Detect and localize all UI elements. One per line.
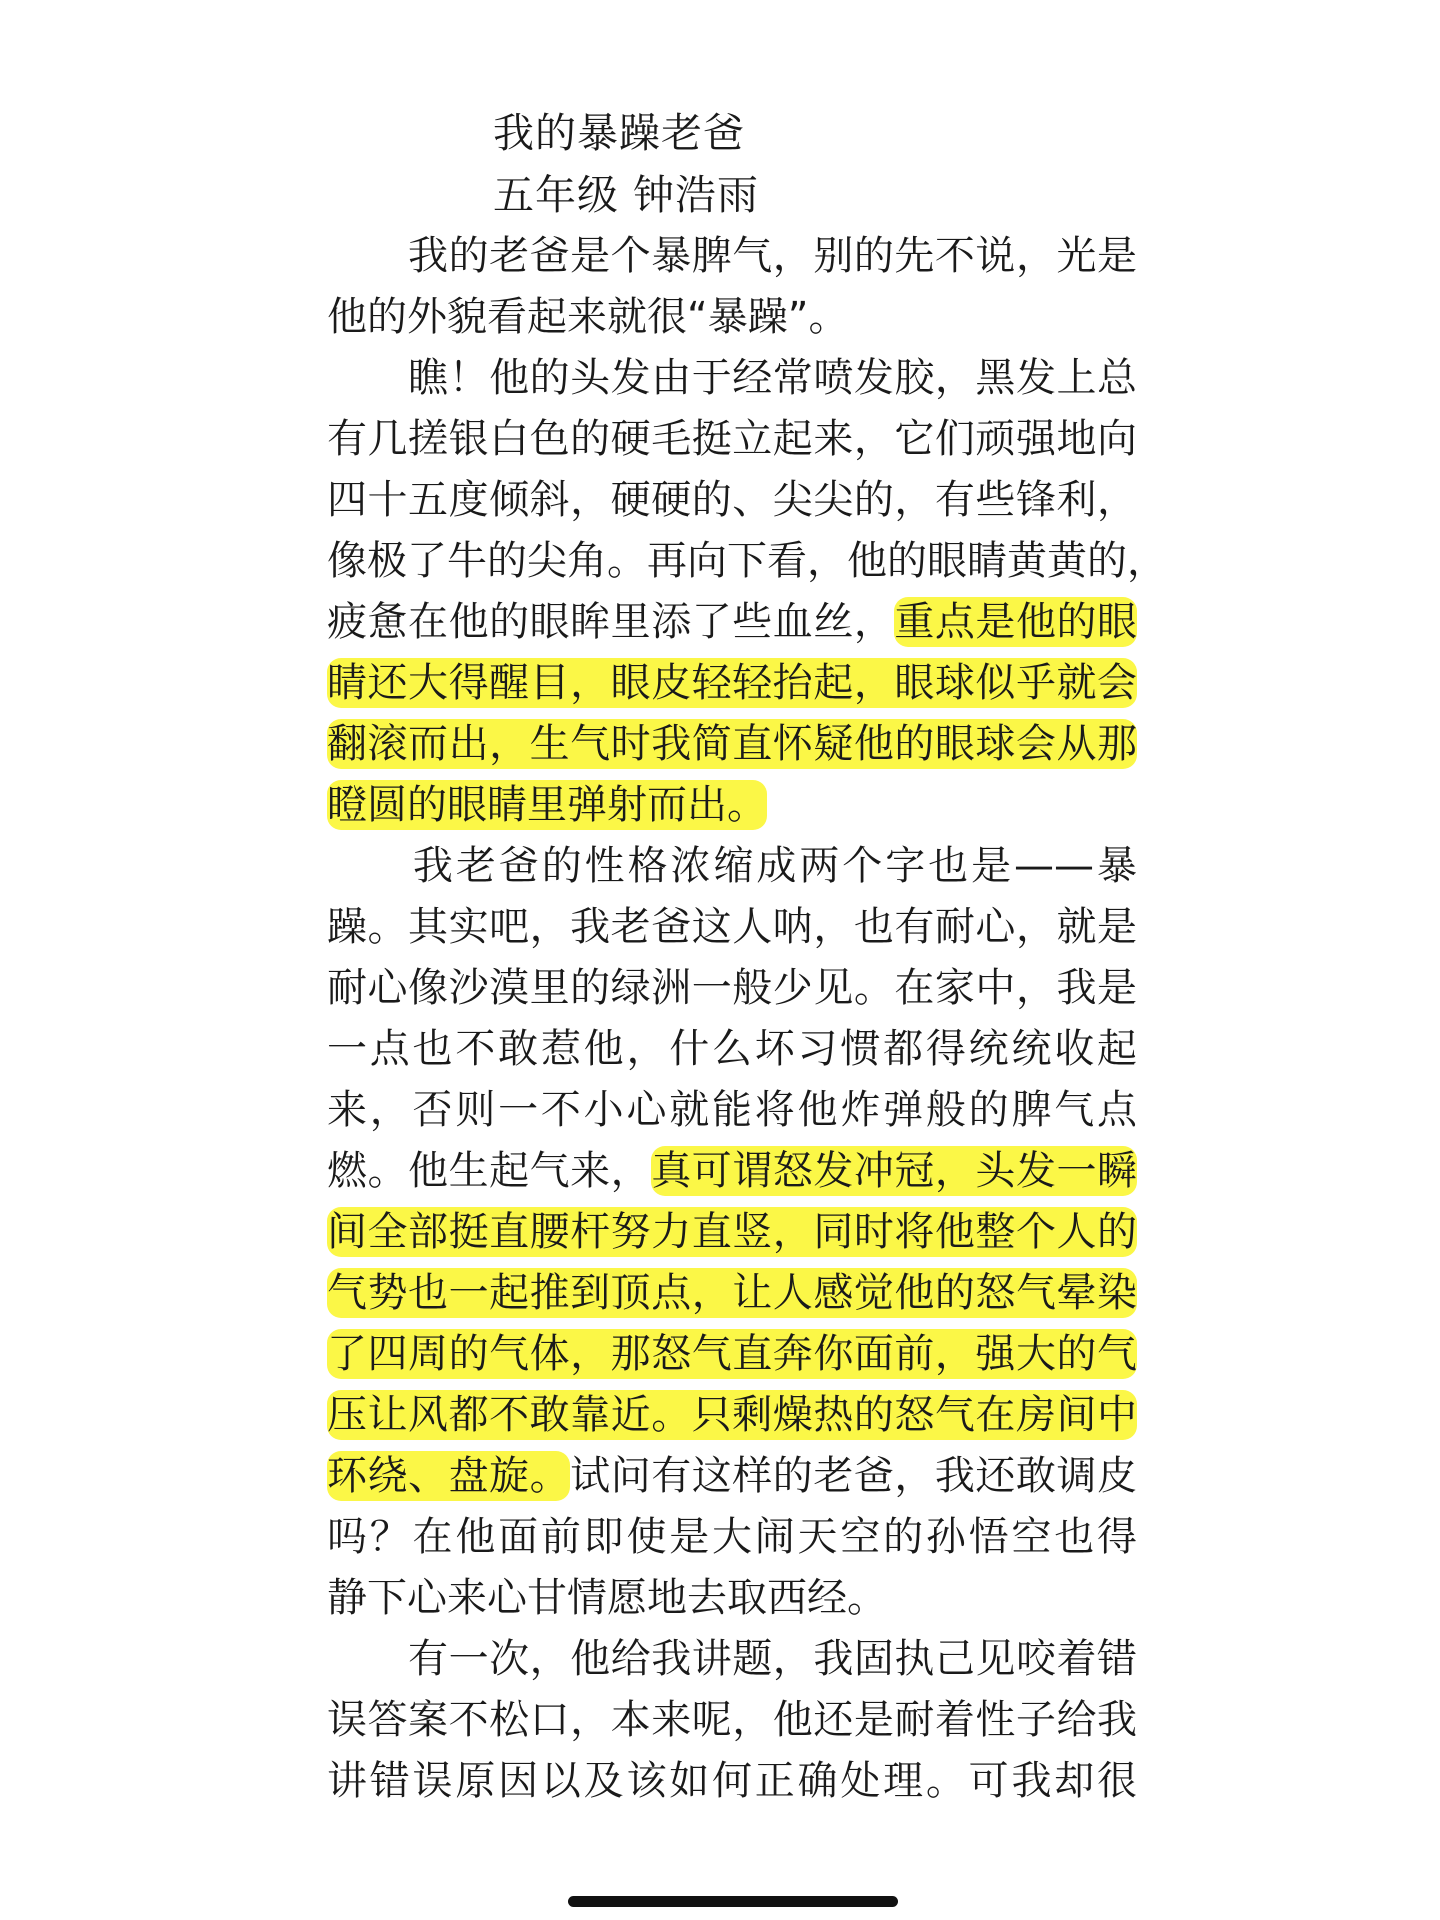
- highlighted-text: 睛还大得醒目，眼皮轻轻抬起，眼球似乎就会: [327, 660, 1137, 706]
- text-line: [327, 1507, 1137, 1568]
- text-line: [327, 409, 1137, 470]
- text-segment: 有几搓银白色的硬毛挺立起来，它们顽强地向: [327, 416, 1137, 462]
- text-segment: 像极了牛的尖角。再向下看，他的眼睛黄黄的，: [327, 538, 1167, 584]
- text-segment: 来，否则一不小心就能将他炸弹般的脾气点: [327, 1087, 1137, 1133]
- text-segment: 静下心来心甘情愿地去取西经。: [327, 1575, 887, 1621]
- highlighted-text: 间全部挺直腰杆努力直竖，同时将他整个人的: [327, 1209, 1137, 1255]
- text-line: [327, 1324, 1137, 1385]
- text-line: [327, 287, 1137, 348]
- text-line: [327, 592, 1137, 653]
- text-segment: 疲惫在他的眼眸里添了些血丝，: [327, 599, 895, 645]
- text-line: [327, 1629, 1137, 1690]
- text-line: [327, 348, 1137, 409]
- text-line: [327, 1751, 1137, 1812]
- text-segment: 试问有这样的老爸，我还敢调皮: [570, 1453, 1138, 1499]
- text-segment: 我的老爸是个暴脾气，别的先不说，光是: [327, 233, 1137, 279]
- text-segment: 有一次，他给我讲题，我固执己见咬着错: [327, 1636, 1137, 1682]
- highlighted-text: 瞪圆的眼睛里弹射而出。: [327, 782, 767, 828]
- essay-byline: 五年级 钟浩雨: [493, 171, 760, 219]
- text-line: [327, 1019, 1137, 1080]
- text-line: [327, 897, 1137, 958]
- text-line: [327, 1141, 1137, 1202]
- highlighted-text: 重点是他的眼: [894, 599, 1138, 645]
- highlighted-text: 环绕、盘旋。: [327, 1453, 571, 1499]
- text-line: [327, 958, 1137, 1019]
- text-line: [327, 1080, 1137, 1141]
- text-segment: 瞧！他的头发由于经常喷发胶，黑发上总: [327, 355, 1137, 401]
- text-line: [327, 1690, 1137, 1751]
- text-segment: 耐心像沙漠里的绿洲一般少见。在家中，我是: [327, 965, 1137, 1011]
- text-line: [327, 1385, 1137, 1446]
- highlighted-text: 真可谓怒发冲冠，头发一瞬: [651, 1148, 1138, 1194]
- text-segment: 他的外貌看起来就很“暴躁”。: [327, 294, 849, 340]
- text-line: [327, 1202, 1137, 1263]
- text-segment: 一点也不敢惹他，什么坏习惯都得统统收起: [327, 1026, 1137, 1072]
- text-line: [327, 1446, 1137, 1507]
- text-line: [327, 1568, 1137, 1629]
- highlighted-text: 压让风都不敢靠近。只剩燥热的怒气在房间中: [327, 1392, 1137, 1438]
- text-segment: 躁。其实吧，我老爸这人呐，也有耐心，就是: [327, 904, 1137, 950]
- text-line: [327, 1263, 1137, 1324]
- text-line: [327, 531, 1167, 592]
- text-line: [327, 836, 1137, 897]
- text-segment: 误答案不松口，本来呢，他还是耐着性子给我: [327, 1697, 1137, 1743]
- text-segment: 讲错误原因以及该如何正确处理。可我却很: [327, 1758, 1137, 1804]
- text-line: [327, 226, 1137, 287]
- highlighted-text: 气势也一起推到顶点，让人感觉他的怒气晕染: [327, 1270, 1137, 1316]
- text-line: [327, 775, 1137, 836]
- text-segment: 吗？在他面前即使是大闹天空的孙悟空也得: [327, 1514, 1137, 1560]
- text-line: [327, 714, 1137, 775]
- text-segment: 四十五度倾斜，硬硬的、尖尖的，有些锋利，: [327, 477, 1137, 523]
- text-line: [327, 653, 1137, 714]
- home-indicator-bar[interactable]: [568, 1896, 898, 1907]
- text-line: [327, 470, 1137, 531]
- text-segment: 燃。他生起气来，: [327, 1148, 652, 1194]
- highlighted-text: 了四周的气体，那怒气直奔你面前，强大的气: [327, 1331, 1137, 1377]
- highlighted-text: 翻滚而出，生气时我简直怀疑他的眼球会从那: [327, 721, 1137, 767]
- essay-title: 我的暴躁老爸: [493, 109, 745, 157]
- text-segment: 我老爸的性格浓缩成两个字也是——暴: [327, 843, 1137, 889]
- essay-body: [327, 226, 1167, 1812]
